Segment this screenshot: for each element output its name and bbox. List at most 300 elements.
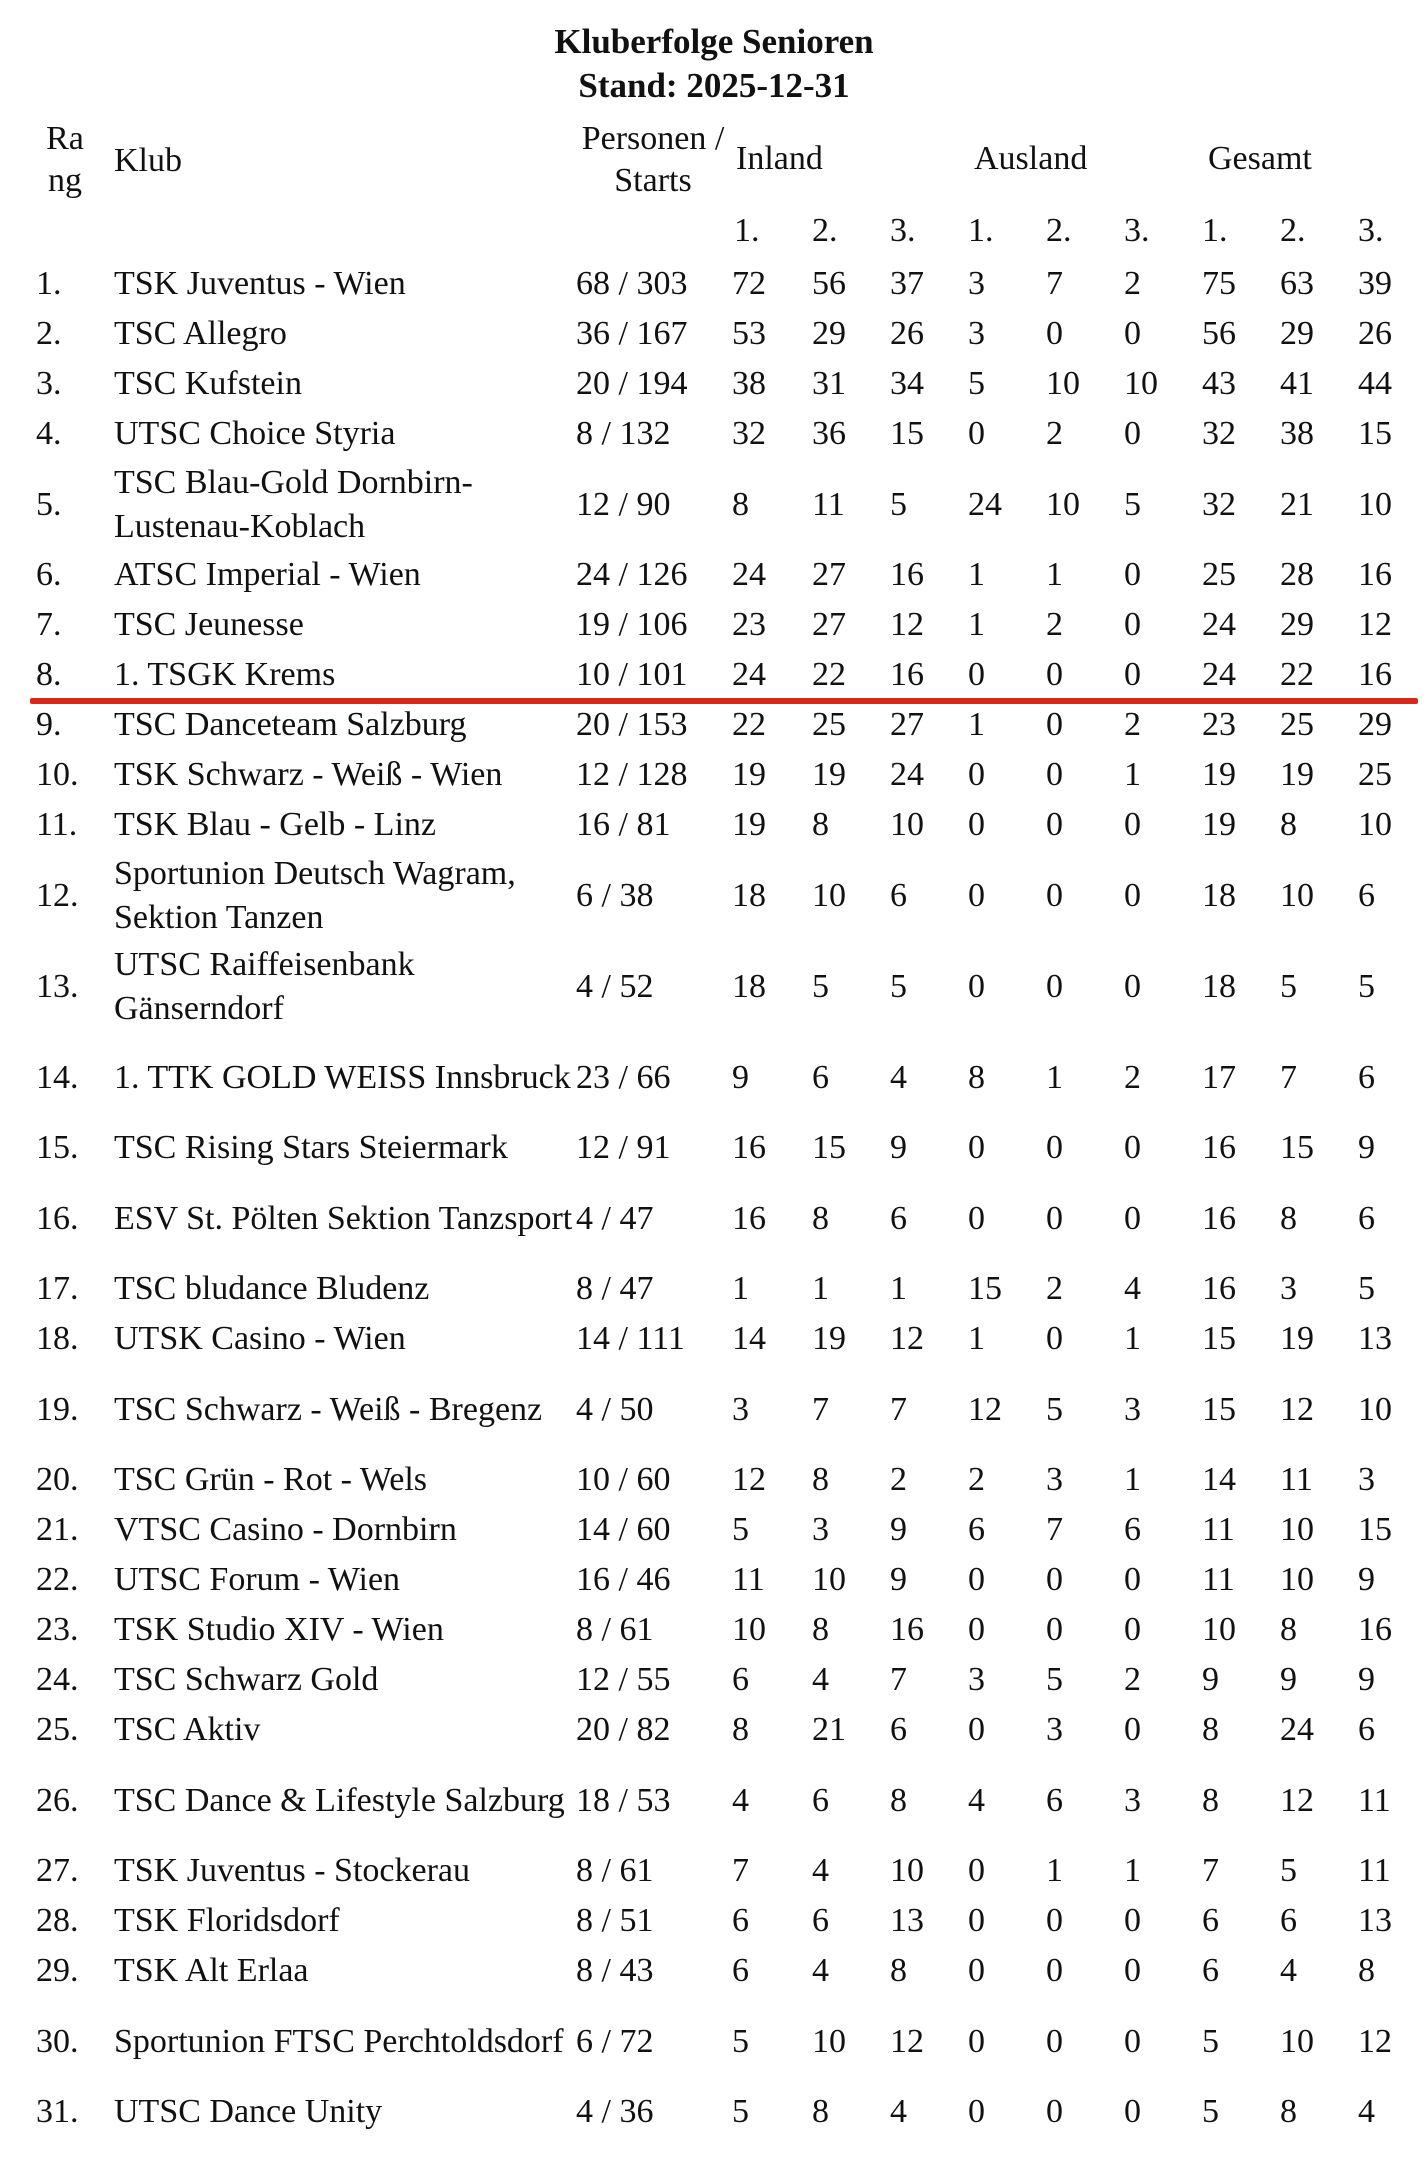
- aus-place-2-cell: 3: [1046, 1461, 1063, 1498]
- table-row: [0, 941, 1428, 1032]
- club-name-cell: TSC Schwarz Gold: [114, 1661, 379, 1698]
- in-place-1-cell: 1: [732, 1270, 749, 1307]
- aus-place-3-cell: 0: [1124, 876, 1141, 914]
- aus-place-1-cell: 0: [968, 1611, 985, 1648]
- in-place-3-cell: 1: [890, 1270, 907, 1307]
- aus-place-2-cell: 0: [1046, 1561, 1063, 1598]
- place-header: 1.: [734, 212, 760, 249]
- table-row: [0, 1605, 1428, 1655]
- club-name-cell: UTSC Choice Styria: [114, 415, 396, 452]
- ges-place-1-cell: 17: [1202, 1058, 1236, 1096]
- aus-place-1-cell: 1: [968, 556, 985, 593]
- aus-place-2-cell: 0: [1046, 876, 1063, 914]
- aus-place-1-cell: 0: [968, 1711, 985, 1748]
- aus-place-3-cell: 10: [1124, 365, 1158, 402]
- ges-place-2-cell: 29: [1280, 606, 1314, 643]
- table-row: [0, 550, 1428, 600]
- persons-starts-cell: 68 / 303: [576, 265, 688, 302]
- rank-cell: 12.: [36, 876, 79, 914]
- aus-place-1-cell: 1: [968, 606, 985, 643]
- in-place-3-cell: 24: [890, 756, 924, 793]
- in-place-1-cell: 5: [732, 2093, 749, 2130]
- club-name-cell: Sportunion Deutsch Wagram, Sektion Tanzen: [114, 854, 516, 936]
- in-place-3-cell: 5: [890, 485, 907, 523]
- in-place-3-cell: 6: [890, 1711, 907, 1748]
- aus-place-2-cell: 0: [1046, 756, 1063, 793]
- in-place-1-cell: 72: [732, 265, 766, 302]
- rank-cell: 22.: [36, 1561, 79, 1598]
- aus-place-3-cell: 0: [1124, 2093, 1141, 2130]
- club-name-cell: UTSC Dance Unity: [114, 2093, 383, 2130]
- ges-place-3-cell: 5: [1358, 967, 1375, 1005]
- persons-starts-cell: 12 / 128: [576, 756, 688, 793]
- place-header: 1.: [1202, 212, 1228, 249]
- rank-cell: 9.: [36, 706, 62, 743]
- in-place-2-cell: 19: [812, 1320, 846, 1357]
- aus-place-2-cell: 0: [1046, 1611, 1063, 1648]
- in-place-3-cell: 9: [890, 1561, 907, 1598]
- rank-cell: 7.: [36, 606, 62, 643]
- aus-place-2-cell: 7: [1046, 265, 1063, 302]
- in-place-2-cell: 10: [812, 2022, 846, 2060]
- ges-place-1-cell: 25: [1202, 556, 1236, 593]
- place-header: 1.: [968, 212, 994, 249]
- in-place-1-cell: 19: [732, 756, 766, 793]
- in-place-2-cell: 31: [812, 365, 846, 402]
- ges-place-2-cell: 10: [1280, 1511, 1314, 1548]
- rank-cell: 2.: [36, 315, 62, 352]
- ges-place-2-cell: 28: [1280, 556, 1314, 593]
- aus-place-1-cell: 0: [968, 1199, 985, 1237]
- club-name-cell: TSC Allegro: [114, 315, 287, 352]
- aus-place-3-cell: 0: [1124, 606, 1141, 643]
- in-place-3-cell: 4: [890, 1058, 907, 1096]
- in-place-2-cell: 6: [812, 1781, 829, 1819]
- in-place-2-cell: 7: [812, 1390, 829, 1428]
- ges-place-2-cell: 8: [1280, 806, 1297, 843]
- table-row: [0, 850, 1428, 941]
- in-place-1-cell: 53: [732, 315, 766, 352]
- in-place-2-cell: 10: [812, 876, 846, 914]
- ges-place-2-cell: 19: [1280, 1320, 1314, 1357]
- aus-place-1-cell: 0: [968, 876, 985, 914]
- club-name-cell: VTSC Casino - Dornbirn: [114, 1511, 457, 1548]
- club-results-table: [0, 259, 1428, 2137]
- in-place-1-cell: 19: [732, 806, 766, 843]
- ges-place-3-cell: 12: [1358, 606, 1392, 643]
- in-place-1-cell: 16: [732, 1129, 766, 1166]
- ges-place-1-cell: 14: [1202, 1461, 1236, 1498]
- ges-place-1-cell: 16: [1202, 1270, 1236, 1307]
- ges-place-2-cell: 11: [1280, 1461, 1313, 1498]
- club-name-cell: TSK Alt Erlaa: [114, 1952, 309, 1989]
- in-place-3-cell: 2: [890, 1461, 907, 1498]
- rank-cell: 17.: [36, 1270, 79, 1307]
- in-place-3-cell: 12: [890, 1320, 924, 1357]
- ges-place-2-cell: 38: [1280, 415, 1314, 452]
- aus-place-2-cell: 0: [1046, 2093, 1063, 2130]
- table-row: [0, 750, 1428, 800]
- ges-place-2-cell: 8: [1280, 1611, 1297, 1648]
- in-place-2-cell: 25: [812, 706, 846, 743]
- rank-cell: 6.: [36, 556, 62, 593]
- aus-place-1-cell: 0: [968, 1902, 985, 1939]
- club-name-cell: TSC bludance Bludenz: [114, 1270, 430, 1307]
- club-name-cell: UTSC Forum - Wien: [114, 1561, 401, 1598]
- persons-starts-cell: 16 / 46: [576, 1561, 671, 1598]
- aus-place-3-cell: 1: [1124, 1461, 1141, 1498]
- table-row: [0, 1555, 1428, 1605]
- ges-place-3-cell: 9: [1358, 1661, 1375, 1698]
- persons-starts-cell: 24 / 126: [576, 556, 688, 593]
- persons-starts-cell: 36 / 167: [576, 315, 688, 352]
- aus-place-1-cell: 24: [968, 485, 1002, 523]
- persons-starts-cell: 20 / 194: [576, 365, 688, 402]
- page-title: Kluberfolge Senioren: [554, 22, 874, 61]
- in-place-1-cell: 6: [732, 1902, 749, 1939]
- persons-starts-cell: 18 / 53: [576, 1781, 671, 1819]
- aus-place-2-cell: 5: [1046, 1661, 1063, 1698]
- ges-place-2-cell: 41: [1280, 365, 1314, 402]
- in-place-2-cell: 56: [812, 265, 846, 302]
- in-place-1-cell: 6: [732, 1661, 749, 1698]
- in-place-3-cell: 16: [890, 1611, 924, 1648]
- in-place-2-cell: 4: [812, 1852, 829, 1889]
- in-place-3-cell: 6: [890, 1199, 907, 1237]
- aus-place-3-cell: 1: [1124, 756, 1141, 793]
- in-place-1-cell: 10: [732, 1611, 766, 1648]
- rank-cell: 24.: [36, 1661, 79, 1698]
- aus-place-2-cell: 2: [1046, 415, 1063, 452]
- table-row: [0, 700, 1428, 750]
- aus-place-3-cell: 6: [1124, 1511, 1141, 1548]
- rank-cell: 23.: [36, 1611, 79, 1648]
- ges-place-1-cell: 75: [1202, 265, 1236, 302]
- aus-place-3-cell: 0: [1124, 1611, 1141, 1648]
- in-place-3-cell: 15: [890, 415, 924, 452]
- aus-place-1-cell: 0: [968, 756, 985, 793]
- ges-place-1-cell: 32: [1202, 485, 1236, 523]
- persons-starts-cell: 12 / 90: [576, 485, 671, 523]
- rank-cell: 14.: [36, 1058, 79, 1096]
- aus-place-3-cell: 0: [1124, 1902, 1141, 1939]
- persons-starts-cell: 19 / 106: [576, 606, 688, 643]
- ges-place-1-cell: 15: [1202, 1390, 1236, 1428]
- place-header: 2.: [1046, 212, 1072, 249]
- aus-place-3-cell: 0: [1124, 415, 1141, 452]
- table-row: [0, 1173, 1428, 1264]
- place-header: 3.: [890, 212, 916, 249]
- in-place-2-cell: 8: [812, 1611, 829, 1648]
- persons-starts-cell: 23 / 66: [576, 1058, 671, 1096]
- aus-place-1-cell: 12: [968, 1390, 1002, 1428]
- rank-cell: 3.: [36, 365, 62, 402]
- aus-place-1-cell: 6: [968, 1511, 985, 1548]
- ges-place-3-cell: 16: [1358, 656, 1392, 693]
- persons-starts-cell: 4 / 50: [576, 1390, 654, 1428]
- ges-place-1-cell: 18: [1202, 876, 1236, 914]
- aus-place-2-cell: 6: [1046, 1781, 1063, 1819]
- ges-place-1-cell: 15: [1202, 1320, 1236, 1357]
- ges-place-3-cell: 16: [1358, 556, 1392, 593]
- aus-place-2-cell: 2: [1046, 1270, 1063, 1307]
- ges-place-1-cell: 5: [1202, 2093, 1219, 2130]
- table-row: [0, 1755, 1428, 1846]
- aus-place-3-cell: 0: [1124, 2022, 1141, 2060]
- in-place-3-cell: 16: [890, 556, 924, 593]
- ges-place-1-cell: 8: [1202, 1781, 1219, 1819]
- ges-place-3-cell: 6: [1358, 1711, 1375, 1748]
- aus-place-2-cell: 2: [1046, 606, 1063, 643]
- rank-cell: 8.: [36, 656, 62, 693]
- ges-place-2-cell: 25: [1280, 706, 1314, 743]
- ges-place-3-cell: 29: [1358, 706, 1392, 743]
- aus-place-3-cell: 2: [1124, 1661, 1141, 1698]
- in-place-3-cell: 34: [890, 365, 924, 402]
- rank-cell: 18.: [36, 1320, 79, 1357]
- ges-place-1-cell: 43: [1202, 365, 1236, 402]
- place-header: 2.: [1280, 212, 1306, 249]
- table-row: [0, 259, 1428, 309]
- ges-place-1-cell: 5: [1202, 2022, 1219, 2060]
- in-place-3-cell: 6: [890, 876, 907, 914]
- in-place-2-cell: 15: [812, 1129, 846, 1166]
- in-place-1-cell: 8: [732, 1711, 749, 1748]
- ges-place-3-cell: 12: [1358, 2022, 1392, 2060]
- ges-place-2-cell: 12: [1280, 1781, 1314, 1819]
- rank-cell: 19.: [36, 1390, 79, 1428]
- club-name-cell: UTSC Raiffeisenbank Gänserndorf: [114, 945, 415, 1027]
- table-row: [0, 600, 1428, 650]
- ges-place-1-cell: 11: [1202, 1561, 1235, 1598]
- table-row: [0, 1946, 1428, 1996]
- page-subtitle: Stand: 2025-12-31: [578, 66, 850, 105]
- rank-cell: 29.: [36, 1952, 79, 1989]
- in-place-2-cell: 6: [812, 1058, 829, 1096]
- ges-place-1-cell: 7: [1202, 1852, 1219, 1889]
- in-place-1-cell: 18: [732, 876, 766, 914]
- in-place-3-cell: 9: [890, 1511, 907, 1548]
- ges-place-3-cell: 5: [1358, 1270, 1375, 1307]
- ges-place-2-cell: 8: [1280, 1199, 1297, 1237]
- aus-place-3-cell: 2: [1124, 706, 1141, 743]
- club-name-cell: TSC Schwarz - Weiß - Bregenz: [114, 1390, 543, 1428]
- in-place-3-cell: 37: [890, 265, 924, 302]
- aus-place-3-cell: 0: [1124, 1952, 1141, 1989]
- club-name-cell: TSC Dance & Lifestyle Salzburg: [114, 1781, 565, 1819]
- ges-place-3-cell: 10: [1358, 485, 1392, 523]
- table-row: [0, 1655, 1428, 1705]
- ges-place-1-cell: 16: [1202, 1129, 1236, 1166]
- ges-place-2-cell: 24: [1280, 1711, 1314, 1748]
- persons-starts-cell: 10 / 60: [576, 1461, 671, 1498]
- aus-place-2-cell: 1: [1046, 1852, 1063, 1889]
- club-name-cell: 1. TSGK Krems: [114, 656, 336, 693]
- separator-line: [30, 698, 1418, 704]
- in-place-2-cell: 27: [812, 606, 846, 643]
- ges-place-2-cell: 12: [1280, 1390, 1314, 1428]
- ges-place-2-cell: 22: [1280, 656, 1314, 693]
- persons-starts-cell: 8 / 61: [576, 1611, 654, 1648]
- in-place-2-cell: 19: [812, 756, 846, 793]
- in-place-1-cell: 7: [732, 1852, 749, 1889]
- ges-place-1-cell: 8: [1202, 1711, 1219, 1748]
- aus-place-3-cell: 0: [1124, 656, 1141, 693]
- in-place-1-cell: 14: [732, 1320, 766, 1357]
- aus-place-1-cell: 0: [968, 806, 985, 843]
- ges-place-3-cell: 10: [1358, 806, 1392, 843]
- ges-place-1-cell: 24: [1202, 606, 1236, 643]
- club-name-cell: ATSC Imperial - Wien: [114, 556, 421, 593]
- rank-cell: 30.: [36, 2022, 79, 2060]
- in-place-2-cell: 8: [812, 1461, 829, 1498]
- persons-starts-cell: 20 / 153: [576, 706, 688, 743]
- in-place-2-cell: 22: [812, 656, 846, 693]
- aus-place-1-cell: 0: [968, 1952, 985, 1989]
- aus-place-1-cell: 3: [968, 315, 985, 352]
- header-klub: Klub: [114, 142, 182, 179]
- in-place-2-cell: 21: [812, 1711, 846, 1748]
- aus-place-1-cell: 3: [968, 1661, 985, 1698]
- rank-cell: 10.: [36, 756, 79, 793]
- in-place-1-cell: 3: [732, 1390, 749, 1428]
- rank-cell: 31.: [36, 2093, 79, 2130]
- aus-place-3-cell: 0: [1124, 1129, 1141, 1166]
- rank-cell: 13.: [36, 967, 79, 1005]
- aus-place-2-cell: 1: [1046, 556, 1063, 593]
- aus-place-3-cell: 0: [1124, 806, 1141, 843]
- in-place-2-cell: 10: [812, 1561, 846, 1598]
- in-place-1-cell: 32: [732, 415, 766, 452]
- ges-place-2-cell: 3: [1280, 1270, 1297, 1307]
- persons-starts-cell: 4 / 47: [576, 1199, 654, 1237]
- in-place-1-cell: 22: [732, 706, 766, 743]
- aus-place-3-cell: 2: [1124, 1058, 1141, 1096]
- ges-place-3-cell: 6: [1358, 1058, 1375, 1096]
- table-row: [0, 1123, 1428, 1173]
- in-place-3-cell: 10: [890, 1852, 924, 1889]
- persons-starts-cell: 4 / 52: [576, 967, 654, 1005]
- in-place-3-cell: 9: [890, 1129, 907, 1166]
- club-name-cell: TSC Kufstein: [114, 365, 302, 402]
- ges-place-1-cell: 19: [1202, 756, 1236, 793]
- ges-place-1-cell: 56: [1202, 315, 1236, 352]
- aus-place-3-cell: 3: [1124, 1390, 1141, 1428]
- club-name-cell: TSK Studio XIV - Wien: [114, 1611, 444, 1648]
- persons-starts-cell: 8 / 47: [576, 1270, 654, 1307]
- persons-starts-cell: 8 / 61: [576, 1852, 654, 1889]
- aus-place-2-cell: 7: [1046, 1511, 1063, 1548]
- in-place-1-cell: 24: [732, 656, 766, 693]
- rank-cell: 28.: [36, 1902, 79, 1939]
- aus-place-3-cell: 0: [1124, 1199, 1141, 1237]
- ges-place-2-cell: 19: [1280, 756, 1314, 793]
- club-name-cell: TSK Juventus - Wien: [114, 265, 406, 302]
- in-place-2-cell: 29: [812, 315, 846, 352]
- ges-place-2-cell: 4: [1280, 1952, 1297, 1989]
- in-place-2-cell: 36: [812, 415, 846, 452]
- in-place-2-cell: 5: [812, 967, 829, 1005]
- table-row: [0, 359, 1428, 409]
- aus-place-2-cell: 10: [1046, 485, 1080, 523]
- aus-place-2-cell: 0: [1046, 1952, 1063, 1989]
- table-row: [0, 1505, 1428, 1555]
- aus-place-1-cell: 1: [968, 1320, 985, 1357]
- in-place-1-cell: 5: [732, 1511, 749, 1548]
- aus-place-2-cell: 0: [1046, 967, 1063, 1005]
- rank-cell: 21.: [36, 1511, 79, 1548]
- in-place-3-cell: 12: [890, 2022, 924, 2060]
- in-place-1-cell: 38: [732, 365, 766, 402]
- ges-place-1-cell: 32: [1202, 415, 1236, 452]
- ges-place-3-cell: 3: [1358, 1461, 1375, 1498]
- rank-cell: 25.: [36, 1711, 79, 1748]
- in-place-2-cell: 8: [812, 1199, 829, 1237]
- in-place-3-cell: 26: [890, 315, 924, 352]
- rank-cell: 5.: [36, 485, 62, 523]
- aus-place-3-cell: 1: [1124, 1320, 1141, 1357]
- ges-place-2-cell: 5: [1280, 1852, 1297, 1889]
- ges-place-3-cell: 15: [1358, 415, 1392, 452]
- ges-place-2-cell: 6: [1280, 1902, 1297, 1939]
- ges-place-3-cell: 44: [1358, 365, 1392, 402]
- ges-place-3-cell: 25: [1358, 756, 1392, 793]
- table-row: [0, 409, 1428, 459]
- aus-place-2-cell: 0: [1046, 1902, 1063, 1939]
- ges-place-3-cell: 16: [1358, 1611, 1392, 1648]
- table-row: [0, 1996, 1428, 2087]
- header-rang: Rang: [46, 120, 84, 199]
- persons-starts-cell: 14 / 60: [576, 1511, 671, 1548]
- table-row: [0, 1455, 1428, 1505]
- ges-place-3-cell: 13: [1358, 1902, 1392, 1939]
- ges-place-2-cell: 29: [1280, 315, 1314, 352]
- rank-cell: 15.: [36, 1129, 79, 1166]
- ges-place-3-cell: 6: [1358, 1199, 1375, 1237]
- club-name-cell: TSC Jeunesse: [114, 606, 304, 643]
- ges-place-2-cell: 63: [1280, 265, 1314, 302]
- ges-place-2-cell: 10: [1280, 1561, 1314, 1598]
- aus-place-1-cell: 15: [968, 1270, 1002, 1307]
- in-place-2-cell: 8: [812, 806, 829, 843]
- persons-starts-cell: 4 / 36: [576, 2093, 654, 2130]
- ges-place-3-cell: 10: [1358, 1390, 1392, 1428]
- in-place-2-cell: 11: [812, 485, 845, 523]
- aus-place-3-cell: 0: [1124, 315, 1141, 352]
- club-name-cell: TSC Danceteam Salzburg: [114, 706, 467, 743]
- aus-place-3-cell: 5: [1124, 485, 1141, 523]
- header-inland: Inland: [736, 140, 823, 177]
- persons-starts-cell: 16 / 81: [576, 806, 671, 843]
- ges-place-2-cell: 10: [1280, 2022, 1314, 2060]
- club-name-cell: ESV St. Pölten Sektion Tanzsport: [114, 1199, 573, 1237]
- aus-place-3-cell: 0: [1124, 1711, 1141, 1748]
- aus-place-3-cell: 0: [1124, 1561, 1141, 1598]
- persons-starts-cell: 12 / 55: [576, 1661, 671, 1698]
- club-name-cell: TSC Blau-Gold Dornbirn-Lustenau-Koblach: [114, 463, 473, 545]
- aus-place-2-cell: 5: [1046, 1390, 1063, 1428]
- in-place-2-cell: 1: [812, 1270, 829, 1307]
- rank-cell: 1.: [36, 265, 62, 302]
- aus-place-2-cell: 1: [1046, 1058, 1063, 1096]
- club-name-cell: 1. TTK GOLD WEISS Innsbruck: [114, 1058, 571, 1096]
- ges-place-1-cell: 16: [1202, 1199, 1236, 1237]
- ges-place-2-cell: 8: [1280, 2093, 1297, 2130]
- table-row: [0, 1705, 1428, 1755]
- table-row: [0, 800, 1428, 850]
- persons-starts-cell: 8 / 43: [576, 1952, 654, 1989]
- aus-place-1-cell: 0: [968, 2022, 985, 2060]
